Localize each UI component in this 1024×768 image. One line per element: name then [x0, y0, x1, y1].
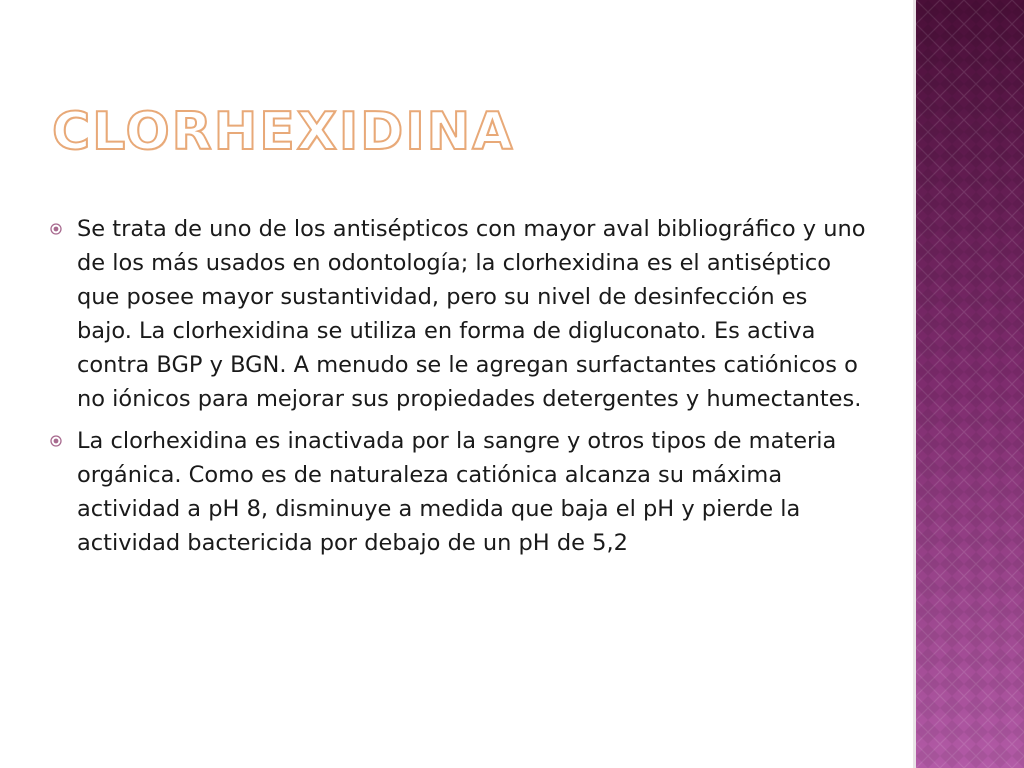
diamond-pattern	[916, 0, 1024, 768]
bullet-text: Se trata de uno de los antisépticos con mayor aval bibliográfico y uno de los más usados en odontología; la clorhexidina es el antiséptico que posee mayor sustantividad, pero su nivel de desinfección es bajo. La clorhexidina se utiliza en forma de digluconato. Es activa contra BGP y BGN. A menudo se le agregan surfactantes catiónicos o no iónicos para mejorar sus propiedades detergentes y humectantes.	[77, 216, 866, 412]
bullet-list	[50, 212, 866, 568]
circle-dot-icon	[50, 223, 62, 235]
circle-dot-icon	[50, 435, 62, 447]
decorative-side-band	[913, 0, 1024, 768]
bullet-item	[50, 424, 850, 560]
bullet-text: La clorhexidina es inactivada por la sangre y otros tipos de materia orgánica. Como es de naturaleza catiónica alcanza su máxima actividad a pH 8, disminuye a medida que baja el pH y pierde la actividad bactericida por debajo de un pH de 5,2	[77, 428, 837, 556]
bullet-item	[50, 212, 866, 416]
slide-title: CLORHEXIDINA	[52, 102, 515, 162]
